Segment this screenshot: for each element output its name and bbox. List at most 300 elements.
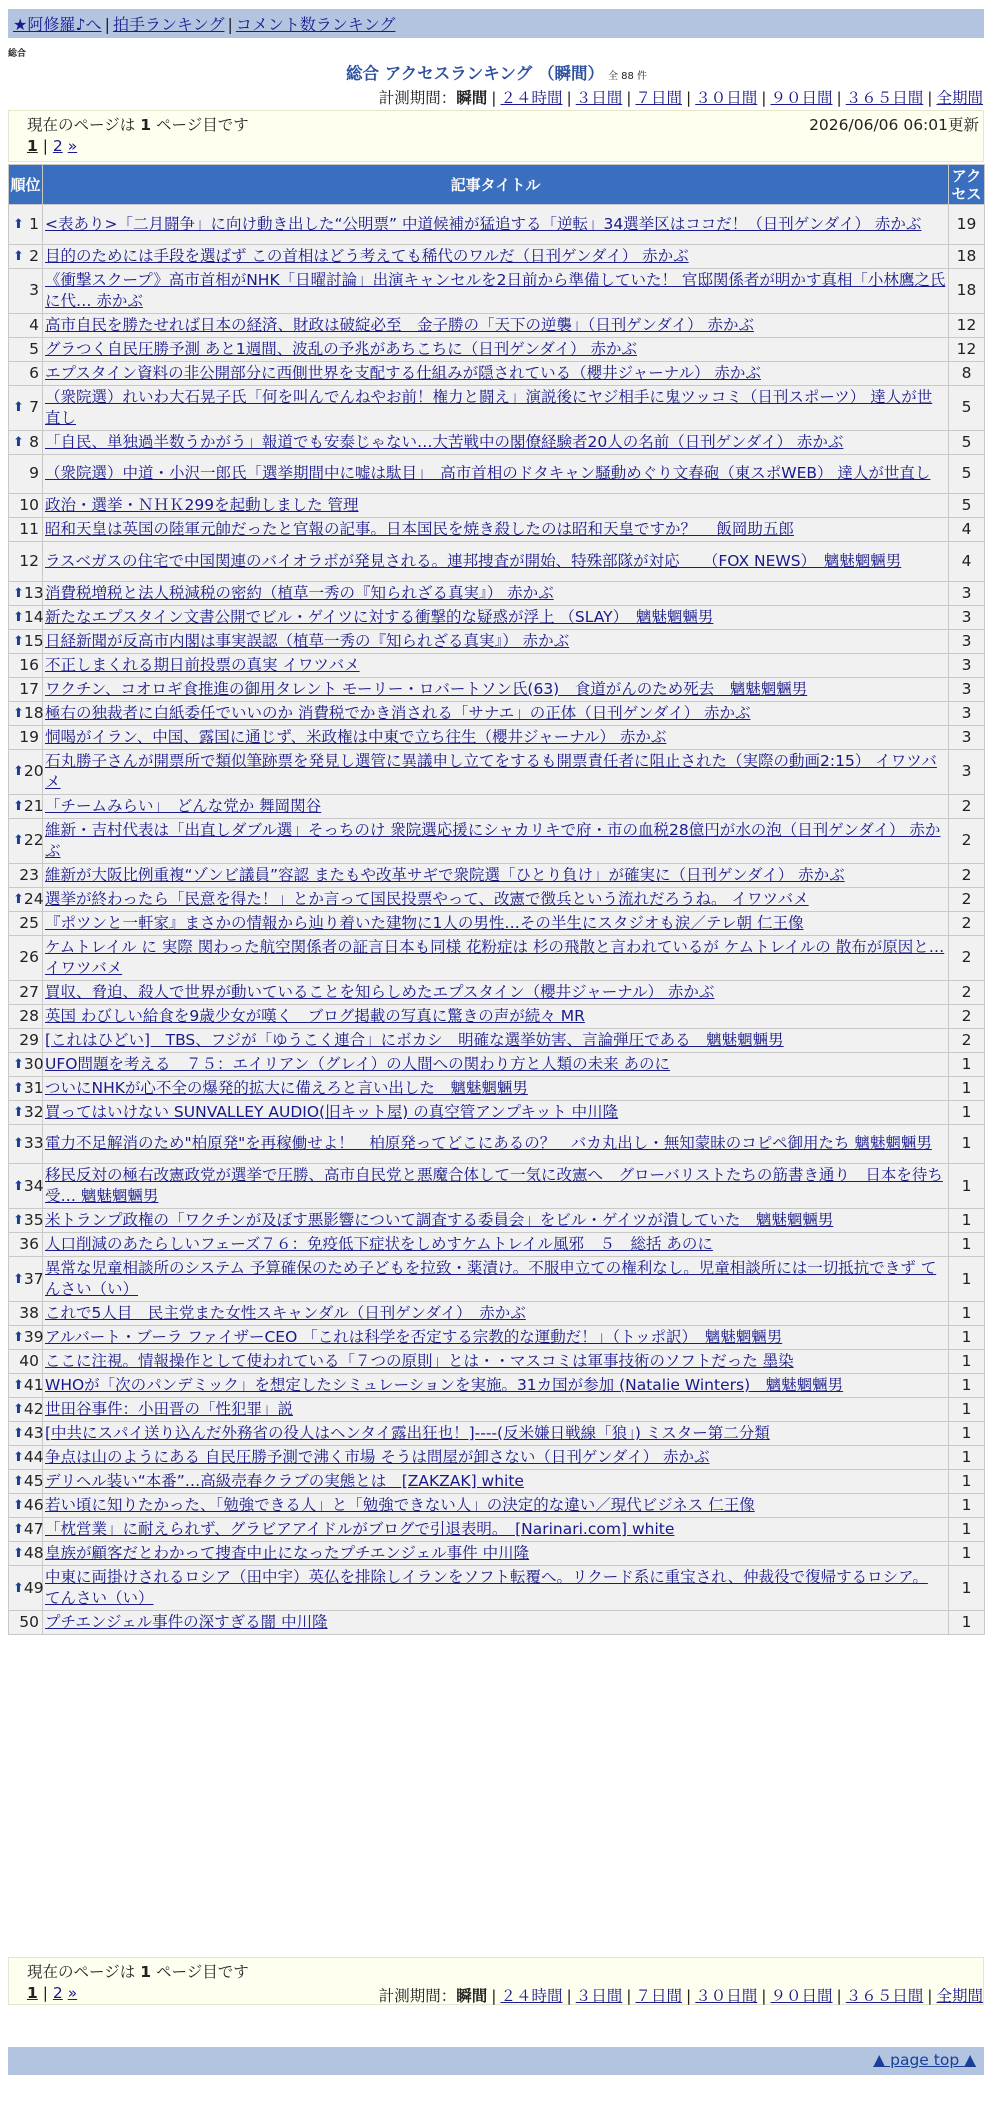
- current-page-number: 1: [140, 1963, 151, 1981]
- updated-timestamp: 2026/06/06 06:01更新: [809, 116, 979, 134]
- access-count: 1: [949, 1470, 985, 1494]
- period-link-1[interactable]: ２４時間: [500, 89, 563, 107]
- access-count: 5: [949, 385, 985, 430]
- article-link[interactable]: （衆院選）中道・小沢一郎氏「選挙期間中に嘘は駄目」 高市首相のドタキャン騒動めぐり文春砲（東スポWEB） 達人が世直し: [45, 464, 931, 483]
- article-link[interactable]: 不正しまくれる期日前投票の真実 イワツバメ: [45, 655, 360, 674]
- rank-cell: [9, 1164, 43, 1209]
- article-link[interactable]: 異常な児童相談所のシステム 予算確保のため子どもを拉致・薬漬け。不服申立ての権利なし。児童相談所には一切抵抗できず てんさい（い）: [45, 1259, 937, 1298]
- table-row: [9, 542, 985, 582]
- period-link-2[interactable]: ３日間: [575, 89, 623, 107]
- article-link[interactable]: 買収、脅迫、殺人で世界が動いていることを知らしめたエプスタイン（櫻井ジャーナル） 赤かぶ: [45, 982, 715, 1001]
- table-row: [9, 605, 985, 629]
- table-row: [9, 1446, 985, 1470]
- rank-cell: [9, 244, 43, 268]
- article-link[interactable]: 「チームみらい」 どんな党か 舞岡関谷: [45, 796, 322, 815]
- rank-up-arrow-icon: ⬆: [13, 434, 24, 450]
- article-link[interactable]: 《衝撃スクープ》高市首相がNHK「日曜討論」出演キャンセルを2日前から準備していた！ 官邸関係者が明かす真相「小林鷹之氏に代… 赤かぶ: [45, 270, 946, 310]
- rank-cell: [9, 749, 43, 794]
- access-count: 1: [949, 1566, 985, 1611]
- rank-number: 48: [23, 1544, 44, 1562]
- title-cell: [43, 1350, 949, 1374]
- title-cell: [43, 1374, 949, 1398]
- rank-cell: [9, 205, 43, 245]
- access-count: 2: [949, 818, 985, 863]
- period-label: 計測期間：: [378, 1987, 457, 2005]
- rank-cell: [9, 653, 43, 677]
- access-count: 1: [949, 1233, 985, 1257]
- rank-number: 25: [19, 913, 39, 932]
- period-link-5[interactable]: ９０日間: [770, 1987, 833, 2005]
- rank-up-arrow-icon: ⬆: [13, 1213, 24, 1228]
- rank-number: 44: [23, 1448, 44, 1466]
- title-cell: [43, 244, 949, 268]
- rank-number: 17: [19, 679, 39, 698]
- period-link-5[interactable]: ９０日間: [770, 89, 833, 107]
- period-separator: |: [626, 89, 632, 107]
- clap-ranking-link[interactable]: 拍手ランキング: [112, 15, 225, 34]
- article-link[interactable]: 「枕営業」に耐えられず、グラビアアイドルがブログで引退表明。 [Narinari.com] white: [45, 1520, 675, 1538]
- article-link[interactable]: 高市自民を勝たせれば日本の経済、財政は破綻必至 金子勝の「天下の逆襲」（日刊ゲンダイ） 赤かぶ: [45, 315, 754, 334]
- access-count: 1: [949, 1518, 985, 1542]
- period-separator: |: [927, 1987, 933, 2005]
- period-separator: |: [761, 1987, 767, 2005]
- rank-up-arrow-icon: ⬆: [13, 1330, 24, 1345]
- rank-up-arrow-icon: ⬆: [13, 764, 24, 779]
- period-separator: |: [927, 89, 933, 107]
- article-link[interactable]: 『ポツンと一軒家』まさかの情報から辿り着いた建物に1人の男性…その半生にスタジオも涙／テレ朝 仁王像: [45, 913, 804, 932]
- period-separator: |: [491, 89, 497, 107]
- rank-cell: [9, 1052, 43, 1076]
- current-page-prefix: 現在のページは: [27, 116, 136, 134]
- title-cell: [43, 887, 949, 911]
- period-link-4[interactable]: ３０日間: [695, 89, 758, 107]
- rank-number: 14: [23, 607, 44, 626]
- access-count: 12: [949, 313, 985, 337]
- table-row: [9, 1350, 985, 1374]
- article-link[interactable]: 「自民、単独過半数うかがう」報道でも安泰じゃない…大苦戦中の閣僚経験者20人の名前（日刊ゲンダイ） 赤かぶ: [45, 432, 844, 451]
- article-link[interactable]: 米トランプ政権の「ワクチンが及ぼす悪影響について調査する委員会」をビル・ゲイツが潰していた 魑魅魍魎男: [45, 1211, 834, 1229]
- title-cell: [43, 1518, 949, 1542]
- article-link[interactable]: [これはひどい] TBS、フジが「ゆうこく連合」にボカシ 明確な選挙妨害、言論弾圧である 魑魅魍魎男: [45, 1030, 784, 1049]
- current-page-suffix: ページ目です: [156, 1963, 249, 1981]
- rank-cell: [9, 1518, 43, 1542]
- period-link-6[interactable]: ３６５日間: [845, 1987, 924, 2005]
- col-header-access: アクセス: [949, 165, 985, 205]
- article-link[interactable]: 争点は山のようにある 自民圧勝予測で沸く市場 そうは問屋が卸さない（日刊ゲンダイ） 赤かぶ: [45, 1448, 710, 1466]
- rank-up-arrow-icon: ⬆: [13, 633, 24, 649]
- rank-number: 33: [23, 1134, 44, 1153]
- rank-cell: [9, 494, 43, 518]
- rank-cell: [9, 518, 43, 542]
- access-count: 19: [949, 205, 985, 245]
- article-link[interactable]: 英国 わびしい給食を9歳少女が嘆く ブログ掲載の写真に驚きの声が続々 MR: [45, 1006, 585, 1025]
- rank-cell: [9, 430, 43, 454]
- access-count: 2: [949, 980, 985, 1004]
- rank-cell: [9, 1350, 43, 1374]
- article-link[interactable]: 買ってはいけない SUNVALLEY AUDIO(旧キット屋) の真空管アンプキット 中川隆: [45, 1102, 619, 1121]
- rank-cell: [9, 605, 43, 629]
- article-link[interactable]: 世田谷事件：小田晋の「性犯罪」説: [45, 1400, 294, 1418]
- rank-number: 15: [23, 631, 44, 650]
- next-page-link[interactable]: »: [67, 1984, 78, 2002]
- access-count: 1: [949, 1350, 985, 1374]
- title-cell: [43, 653, 949, 677]
- table-row: [9, 1257, 985, 1302]
- access-count: 1: [949, 1257, 985, 1302]
- access-count: 3: [949, 605, 985, 629]
- table-row: [9, 494, 985, 518]
- table-row: [9, 337, 985, 361]
- rank-cell: [9, 581, 43, 605]
- table-row: [9, 430, 985, 454]
- rank-number: 32: [23, 1102, 44, 1121]
- article-link[interactable]: 人口削減のあたらしいフェーズ７６：免疫低下症状をしめすケムトレイル風邪 ５ 総括 あのに: [45, 1235, 713, 1253]
- access-count: 2: [949, 794, 985, 818]
- access-count: 4: [949, 542, 985, 582]
- access-count: 2: [949, 935, 985, 980]
- table-row: [9, 677, 985, 701]
- table-row: [9, 653, 985, 677]
- title-cell: [43, 794, 949, 818]
- rank-number: 30: [23, 1054, 44, 1073]
- article-link[interactable]: ケムトレイル に 実際 関わった航空関係者の証言日本も同様 花粉症は 杉の飛散と言われているが ケムトレイルの 散布が原因と… イワツバメ: [45, 937, 945, 977]
- title-cell: [43, 1446, 949, 1470]
- period-link-3[interactable]: ７日間: [635, 1987, 682, 2005]
- title-cell: [43, 629, 949, 653]
- rank-number: 9: [29, 464, 39, 483]
- rank-cell: [9, 385, 43, 430]
- table-row: [9, 725, 985, 749]
- access-count: 3: [949, 749, 985, 794]
- rank-up-arrow-icon: ⬆: [13, 1402, 24, 1417]
- rank-number: 19: [19, 727, 39, 746]
- page-links: 1 | 2 »: [27, 137, 78, 155]
- table-row: [9, 863, 985, 887]
- title-cell: [43, 863, 949, 887]
- period-0-current: 瞬間: [456, 1987, 488, 2005]
- access-count: 1: [949, 1422, 985, 1446]
- nav-separator: |: [227, 15, 233, 34]
- rank-up-arrow-icon: ⬆: [13, 891, 24, 907]
- article-link[interactable]: ワクチン、コオロギ食推進の御用タレント モーリー・ロバートソン氏(63) 食道がんのため死去 魑魅魍魎男: [45, 679, 808, 698]
- next-page-link[interactable]: »: [67, 137, 78, 155]
- rank-cell: [9, 1100, 43, 1124]
- access-count: 3: [949, 677, 985, 701]
- rank-number: 23: [19, 865, 39, 884]
- rank-number: 7: [29, 398, 39, 416]
- access-count: 5: [949, 430, 985, 454]
- article-link[interactable]: プチエンジェル事件の深すぎる闇 中川隆: [45, 1613, 328, 1631]
- article-link[interactable]: 目的のためには手段を選ばず この首相はどう考えても稀代のワルだ（日刊ゲンダイ） 赤かぶ: [45, 246, 689, 265]
- period-separator: |: [566, 89, 572, 107]
- rank-cell: [9, 1028, 43, 1052]
- access-count: 1: [949, 1124, 985, 1164]
- category-label: 総合: [8, 49, 27, 59]
- article-link[interactable]: エプスタイン資料の非公開部分に西側世界を支配する仕組みが隠されている（櫻井ジャーナル） 赤かぶ: [45, 363, 761, 382]
- table-row: [9, 1422, 985, 1446]
- page-title: [0, 60, 993, 84]
- title-cell: [43, 1257, 949, 1302]
- title-cell: [43, 1326, 949, 1350]
- access-count: 5: [949, 494, 985, 518]
- rank-number: 34: [23, 1176, 44, 1195]
- rank-cell: [9, 313, 43, 337]
- period-separator: |: [686, 89, 692, 107]
- article-link[interactable]: 新たなエプスタイン文書公開でビル・ゲイツに対する衝撃的な疑惑が浮上 （SLAY） 魑魅魍魎男: [45, 607, 714, 626]
- title-cell: [43, 1470, 949, 1494]
- rank-cell: [9, 863, 43, 887]
- table-row: [9, 1004, 985, 1028]
- period-separator: |: [566, 1987, 572, 2005]
- title-cell: [43, 980, 949, 1004]
- rank-up-arrow-icon: ⬆: [13, 833, 24, 848]
- ranking-table: [8, 164, 985, 1635]
- ranking-rows: [9, 205, 985, 1635]
- rank-up-arrow-icon: ⬆: [13, 400, 24, 415]
- col-header-rank: 順位: [9, 165, 43, 205]
- period-separator: |: [626, 1987, 632, 2005]
- title-cell: [43, 205, 949, 245]
- rank-cell: [9, 701, 43, 725]
- title-cell: [43, 1422, 949, 1446]
- rank-cell: [9, 268, 43, 313]
- article-link[interactable]: UFO問題を考える ７５：エイリアン（グレイ）の人間への関わり方と人類の未来 あのに: [45, 1054, 670, 1073]
- table-row: [9, 313, 985, 337]
- rank-cell: [9, 725, 43, 749]
- article-link[interactable]: 石丸勝子さんが開票所で類似筆跡票を発見し選管に異議申し立てをするも開票責任者に阻止された（実際の動画2:15） イワツバメ: [45, 751, 937, 791]
- title-cell: [43, 313, 949, 337]
- rank-number: 36: [19, 1235, 39, 1253]
- table-row: [9, 911, 985, 935]
- access-count: 2: [949, 1028, 985, 1052]
- title-cell: [43, 701, 949, 725]
- title-cell: [43, 1494, 949, 1518]
- table-row: [9, 1209, 985, 1233]
- rank-cell: [9, 677, 43, 701]
- pager-top: [8, 110, 984, 162]
- rank-cell: [9, 1004, 43, 1028]
- table-row: [9, 1494, 985, 1518]
- access-count: 4: [949, 518, 985, 542]
- period-link-1[interactable]: ２４時間: [500, 1987, 563, 2005]
- table-row: [9, 1518, 985, 1542]
- article-link[interactable]: 恫喝がイラン、中国、露国に通じず、米政権は中東で立ち往生（櫻井ジャーナル） 赤かぶ: [45, 727, 667, 746]
- rank-cell: [9, 1446, 43, 1470]
- rank-cell: [9, 1302, 43, 1326]
- article-link[interactable]: ここに注視。情報操作として使われている「７つの原則」とは・・マスコミは軍事技術のソフトだった 墨染: [45, 1352, 794, 1370]
- article-link[interactable]: グラつく自民圧勝予測 あと1週間、波乱の予兆があちこちに（日刊ゲンダイ） 赤かぶ: [45, 339, 637, 358]
- table-row: [9, 887, 985, 911]
- access-count: 3: [949, 653, 985, 677]
- period-selector-bottom: [379, 1984, 983, 2006]
- title-cell: [43, 1028, 949, 1052]
- rank-up-arrow-icon: ⬆: [13, 1522, 24, 1537]
- rank-number: 39: [23, 1328, 44, 1346]
- title-cell: [43, 268, 949, 313]
- current-page-number: 1: [140, 116, 151, 134]
- access-count: 3: [949, 629, 985, 653]
- rank-number: 35: [23, 1211, 44, 1229]
- rank-cell: [9, 935, 43, 980]
- rank-number: 40: [19, 1352, 39, 1370]
- rank-cell: [9, 794, 43, 818]
- table-row: [9, 1233, 985, 1257]
- article-link[interactable]: WHOが「次のパンデミック」を想定したシミュレーションを実施。31カ国が参加 (Natalie Winters) 魑魅魍魎男: [45, 1376, 844, 1394]
- rank-number: 28: [19, 1006, 39, 1025]
- period-link-3[interactable]: ７日間: [635, 89, 682, 107]
- article-link[interactable]: デリヘル装い“本番”…高級売春クラブの実態とは [ZAKZAK] white: [45, 1472, 524, 1490]
- table-row: [9, 244, 985, 268]
- title-cell: [43, 1398, 949, 1422]
- table-row: [9, 1470, 985, 1494]
- title-cell: [43, 1124, 949, 1164]
- page-top-link[interactable]: ▲ page top ▲: [873, 2051, 976, 2069]
- title-cell: [43, 1542, 949, 1566]
- page-current: 1: [27, 1984, 38, 2002]
- title-cell: [43, 1611, 949, 1635]
- article-link[interactable]: 電力不足解消のため"柏原発"を再稼働せよ！ 柏原発ってどこにあるの？ バカ丸出し・無知蒙昧のコピペ御用たち 魑魅魍魎男: [45, 1134, 932, 1153]
- total-count: 全 88 件: [607, 71, 648, 82]
- rank-number: 31: [23, 1078, 44, 1097]
- rank-cell: [9, 1470, 43, 1494]
- comment-ranking-link[interactable]: コメント数ランキング: [235, 15, 396, 34]
- access-count: 2: [949, 911, 985, 935]
- table-row: [9, 1302, 985, 1326]
- table-row: [9, 1566, 985, 1611]
- table-row: [9, 454, 985, 494]
- article-link[interactable]: ついにNHKが心不全の爆発的拡大に備えろと言い出した 魑魅魍魎男: [45, 1078, 528, 1097]
- title-cell: [43, 385, 949, 430]
- access-count: 18: [949, 244, 985, 268]
- table-row: [9, 818, 985, 863]
- rank-number: 47: [23, 1520, 44, 1538]
- rank-number: 20: [23, 762, 44, 780]
- access-count: 1: [949, 1494, 985, 1518]
- home-link[interactable]: ★阿修羅♪へ: [13, 15, 102, 34]
- page-current: 1: [27, 137, 38, 155]
- title-cell: [43, 677, 949, 701]
- article-link[interactable]: <表あり>「二月闘争」に向け動き出した“公明票” 中道候補が猛追する「逆転」34選挙区はココだ！（日刊ゲンダイ） 赤かぶ: [45, 214, 922, 233]
- access-count: 1: [949, 1611, 985, 1635]
- table-row: [9, 1611, 985, 1635]
- article-link[interactable]: 日経新聞が反高市内閣は事実誤認（植草一秀の『知られざる真実』） 赤かぶ: [45, 631, 570, 650]
- rank-up-arrow-icon: ⬆: [13, 1474, 24, 1489]
- period-link-6[interactable]: ３６５日間: [845, 89, 924, 107]
- rank-cell: [9, 337, 43, 361]
- access-count: 5: [949, 454, 985, 494]
- rank-number: 43: [23, 1424, 44, 1442]
- page-link-2[interactable]: 2: [52, 137, 63, 155]
- article-link[interactable]: [中共にスパイ送り込んだ外務省の役人はヘンタイ露出狂也！]----(反米嫌日戦線「狼」) ミスター第二分類: [45, 1424, 770, 1442]
- table-row: [9, 518, 985, 542]
- article-link[interactable]: これで5人目 民主党また女性スキャンダル（日刊ゲンダイ） 赤かぶ: [45, 1304, 526, 1322]
- article-link[interactable]: 消費税増税と法人税減税の密約（植草一秀の『知られざる真実』） 赤かぶ: [45, 583, 554, 602]
- rank-cell: [9, 1611, 43, 1635]
- page-link-2[interactable]: 2: [52, 1984, 63, 2002]
- rank-number: 42: [23, 1400, 44, 1418]
- table-row: [9, 385, 985, 430]
- table-row: [9, 1374, 985, 1398]
- access-count: 1: [949, 1326, 985, 1350]
- article-link[interactable]: 選挙が終わったら「民意を得た！」とか言って国民投票やって、改憲で徴兵という流れだろうね。 イワツバメ: [45, 889, 809, 908]
- access-count: 1: [949, 1052, 985, 1076]
- top-nav-bar: [8, 9, 984, 38]
- rank-number: 13: [23, 583, 44, 602]
- rank-cell: [9, 818, 43, 863]
- article-link[interactable]: 極右の独裁者に白紙委任でいいのか 消費税でかき消される「サナエ」の正体（日刊ゲンダイ） 赤かぶ: [45, 703, 751, 722]
- period-selector: [379, 86, 983, 108]
- article-link[interactable]: 昭和天皇は英国の陸軍元帥だったと官報の記事。日本国民を焼き殺したのは昭和天皇ですか？ 飯岡助五郎: [45, 520, 794, 538]
- table-row: [9, 1326, 985, 1350]
- title-cell: [43, 749, 949, 794]
- period-link-7[interactable]: 全期間: [936, 89, 983, 107]
- article-link[interactable]: ラスベガスの住宅で中国関連のバイオラボが発見される。連邦捜査が開始、特殊部隊が対応 （FOX NEWS） 魑魅魍魎男: [45, 551, 902, 570]
- table-row: [9, 1398, 985, 1422]
- rank-number: 45: [23, 1472, 44, 1490]
- rank-up-arrow-icon: ⬆: [13, 1178, 24, 1194]
- rank-number: 29: [19, 1030, 39, 1049]
- table-row: [9, 1028, 985, 1052]
- title-cell: [43, 1076, 949, 1100]
- rank-cell: [9, 629, 43, 653]
- article-link[interactable]: 移民反対の極右改憲政党が選挙で圧勝、高市自民党と悪魔合体して一気に改憲へ グローバリストたちの筋書き通り 日本を待ち受… 魑魅魍魎男: [45, 1166, 943, 1205]
- rank-up-arrow-icon: ⬆: [13, 1271, 24, 1287]
- rank-number: 41: [23, 1376, 44, 1394]
- rank-number: 27: [19, 982, 39, 1001]
- title-cell: [43, 454, 949, 494]
- access-count: 1: [949, 1302, 985, 1326]
- period-link-7[interactable]: 全期間: [936, 1987, 983, 2005]
- period-link-2[interactable]: ３日間: [575, 1987, 623, 2005]
- rank-up-arrow-icon: ⬆: [13, 1056, 24, 1072]
- title-cell: [43, 1233, 949, 1257]
- rank-number: 37: [23, 1269, 44, 1288]
- article-link[interactable]: （衆院選）れいわ大石晃子氏「何を叫んでんねやお前！権力と闘え」演説後にヤジ相手に鬼ツッコミ（日刊スポーツ） 達人が世直し: [45, 387, 933, 427]
- access-count: 1: [949, 1446, 985, 1470]
- article-link[interactable]: 政治・選挙・ＮＨＫ299を起動しました 管理: [45, 496, 359, 514]
- article-link[interactable]: 皇族が顧客だとわかって捜査中止になったプチエンジェル事件 中川隆: [45, 1544, 530, 1562]
- rank-cell: [9, 454, 43, 494]
- rank-cell: [9, 980, 43, 1004]
- rank-up-arrow-icon: ⬆: [13, 1080, 24, 1096]
- article-link[interactable]: 若い頃に知りたかった、「勉強できる人」と「勉強できない人」の決定的な違い／現代ビジネス 仁王像: [45, 1496, 755, 1514]
- rank-up-arrow-icon: ⬆: [13, 1580, 24, 1596]
- table-row: [9, 1052, 985, 1076]
- table-row: [9, 794, 985, 818]
- article-link[interactable]: アルバート・ブーラ ファイザーCEO 「これは科学を否定する宗教的な運動だ！」（トッポ訳） 魑魅魍魎男: [45, 1328, 783, 1346]
- period-separator: |: [836, 89, 842, 107]
- current-page-text: [27, 113, 249, 135]
- rank-cell: [9, 1398, 43, 1422]
- title-cell: [43, 1302, 949, 1326]
- rank-up-arrow-icon: ⬆: [13, 1426, 24, 1441]
- period-link-4[interactable]: ３０日間: [695, 1987, 758, 2005]
- article-link[interactable]: 維新が大阪比例重複“ゾンビ議員”容認 またもや改革サギで衆院選「ひとり負け」が確実に（日刊ゲンダイ） 赤かぶ: [45, 865, 845, 884]
- rank-number: 4: [29, 315, 39, 334]
- article-link[interactable]: 中東に両掛けされるロシア（田中宇）英仏を排除しイランをソフト転覆へ。リクード系に重宝され、仲裁役で復帰するロシア。 てんさい（い）: [45, 1568, 928, 1607]
- rank-cell: [9, 361, 43, 385]
- rank-number: 2: [29, 246, 39, 265]
- title-cell: [43, 911, 949, 935]
- rank-number: 6: [29, 363, 39, 382]
- rank-number: 38: [19, 1304, 39, 1322]
- rank-number: 21: [23, 796, 44, 815]
- access-count: 12: [949, 337, 985, 361]
- access-count: 1: [949, 1076, 985, 1100]
- article-link[interactable]: 維新・吉村代表は「出直しダブル選」そっちのけ 衆院選応援にシャカリキで府・市の血税28億円が水の泡（日刊ゲンダイ） 赤かぶ: [45, 820, 941, 860]
- table-row: [9, 629, 985, 653]
- rank-cell: [9, 1566, 43, 1611]
